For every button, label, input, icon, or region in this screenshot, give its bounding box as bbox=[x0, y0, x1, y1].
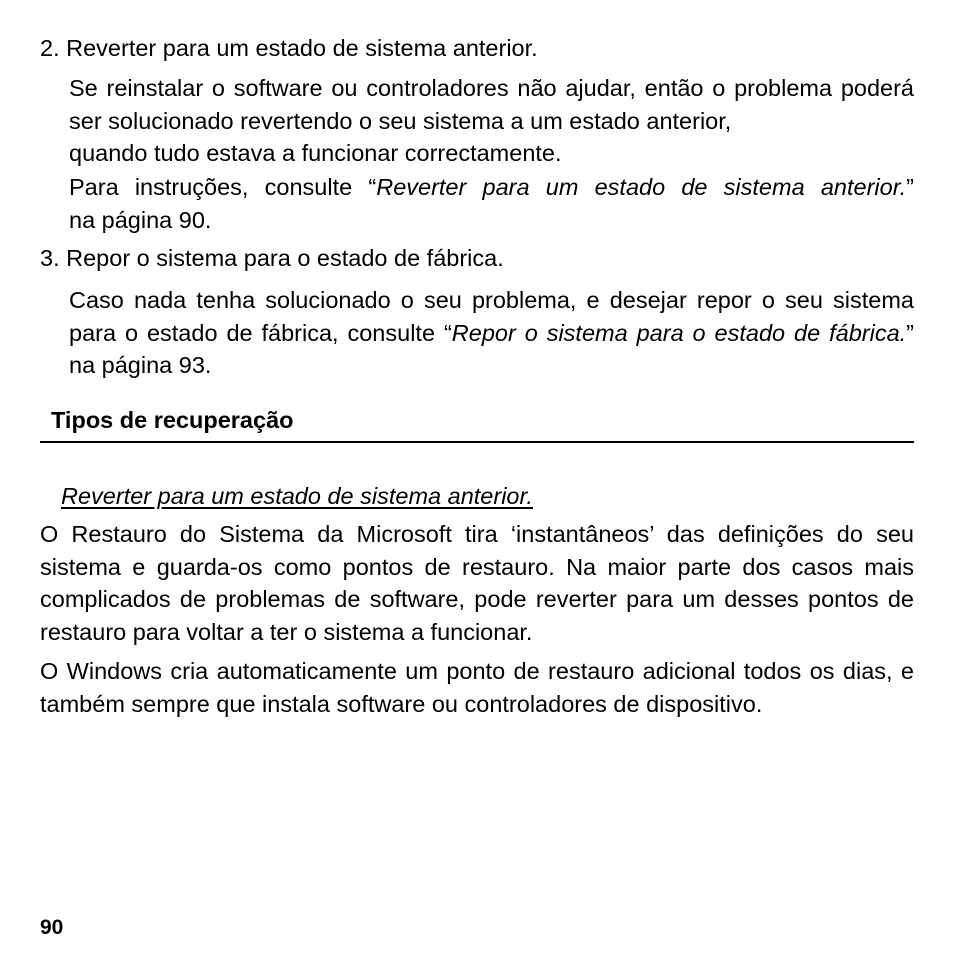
list-number: 2. bbox=[40, 35, 60, 61]
item3-paragraph: Caso nada tenha solucionado o seu problema, e desejar repor o seu sistema para o estado de fábrica, consulte “Repor o sistema para o estado de fábrica.” na página 93. bbox=[69, 287, 914, 378]
list-item-3-title bbox=[40, 245, 504, 272]
heading-rule bbox=[40, 441, 914, 443]
page-number: 90 bbox=[40, 916, 64, 939]
cross-reference-link[interactable]: Repor o sistema para o estado de fábrica. bbox=[451, 319, 907, 346]
section-heading: Tipos de recuperação bbox=[51, 407, 294, 433]
section-paragraph-1: O Restauro do Sistema da Microsoft tira ‘instantâneos’ das definições do seu sistema e guarda-os como pontos de restauro. Na maior parte dos casos mais complicados de problemas de software, pode reverter para um desses pontos de restauro para voltar a ter o sistema a funcionar. bbox=[40, 521, 914, 645]
subsection-heading: Reverter para um estado de sistema anterior. bbox=[61, 483, 533, 509]
list-item-2-title bbox=[40, 35, 538, 62]
list-title: Reverter para um estado de sistema anterior. bbox=[66, 35, 538, 61]
section-paragraph-2: O Windows cria automaticamente um ponto de restauro adicional todos os dias, e também sempre que instala software ou controladores de dispositivo. bbox=[40, 658, 914, 717]
item2-reference: Para instruções, consulte “Reverter para um estado de sistema anterior.” na página 90. bbox=[69, 174, 914, 233]
list-title: Repor o sistema para o estado de fábrica. bbox=[66, 245, 504, 271]
list-number: 3. bbox=[40, 245, 60, 271]
cross-reference-link[interactable]: Reverter para um estado de sistema anterior. bbox=[376, 174, 907, 200]
item2-paragraph: Se reinstalar o software ou controladores não ajudar, então o problema poderá ser solucionado revertendo o seu sistema a um estado anterior, quando tudo estava a funcionar correctamente. bbox=[69, 75, 914, 166]
